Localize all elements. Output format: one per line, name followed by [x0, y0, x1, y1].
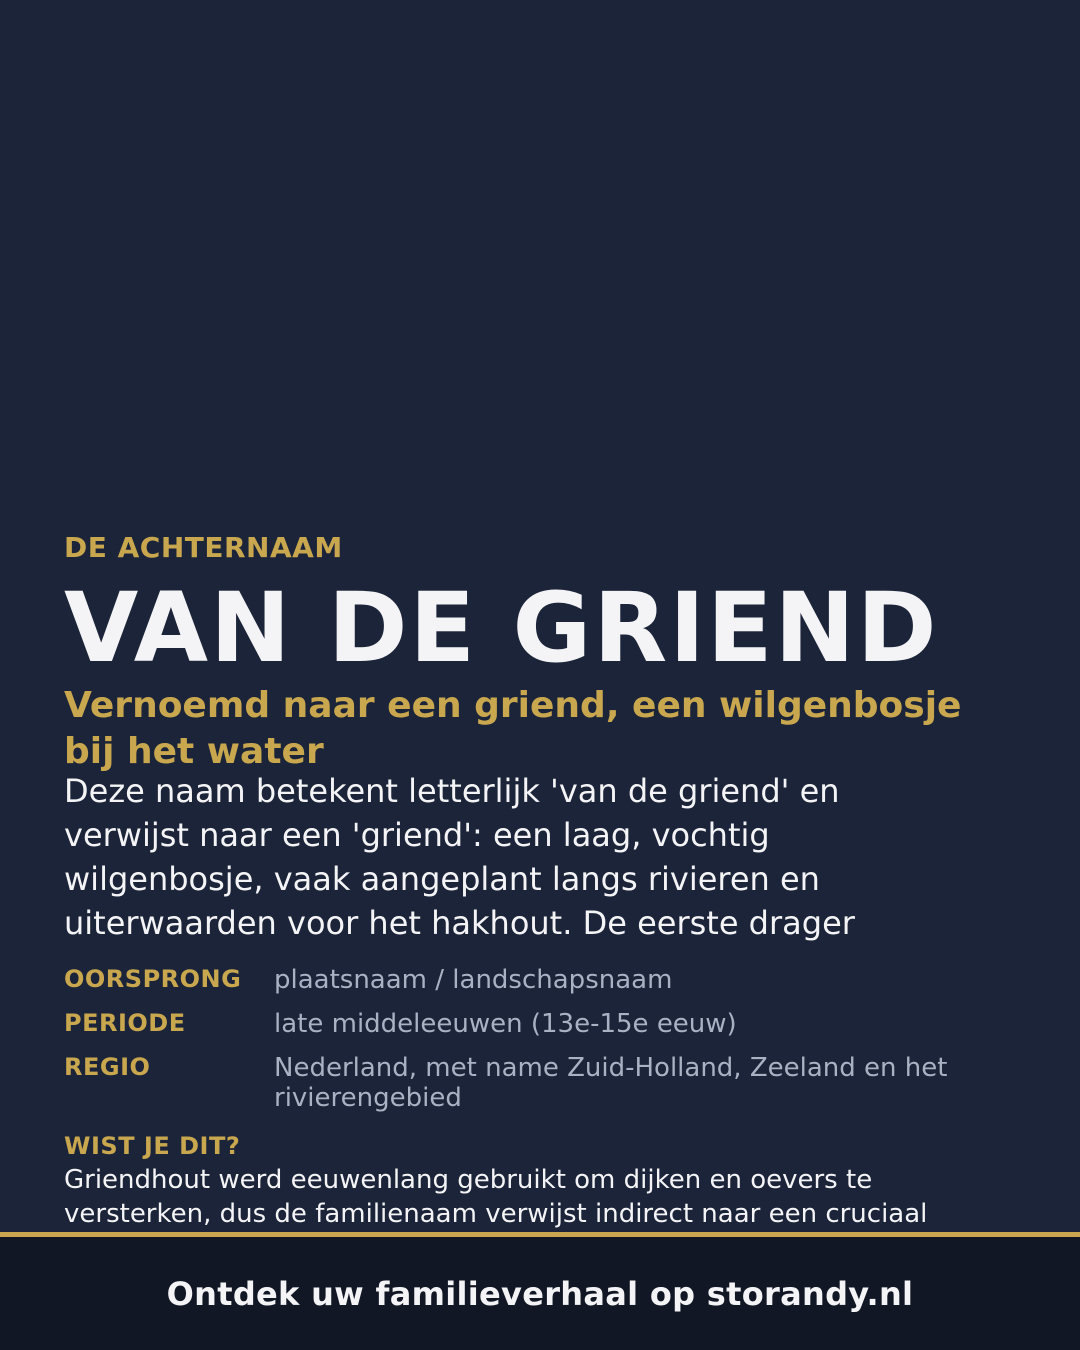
fact-value: late middeleeuwen (13e-15e eeuw): [274, 1009, 737, 1039]
did-you-know-label: WIST JE DIT?: [64, 1132, 241, 1160]
footer-banner: [0, 1232, 1080, 1350]
surname-subtitle: Vernoemd naar een griend, een wilgenbosje bij het water: [64, 685, 962, 772]
fact-row-period: [64, 1007, 1016, 1039]
eyebrow-label: DE ACHTERNAAM: [64, 531, 343, 564]
surname-title: VAN DE GRIEND: [64, 572, 939, 684]
fact-label: OORSPRONG: [64, 965, 242, 993]
intro-paragraph: Deze naam betekent letterlijk 'van de griend' en verwijst naar een 'griend': een laag, vochtig wilgenbosje, vaak aangeplant langs rivieren en uiterwaarden voor het hakhout. De eerste drager: [64, 772, 855, 942]
fact-label: REGIO: [64, 1053, 151, 1081]
fact-value: Nederland, met name Zuid-Holland, Zeeland en het rivierengebied: [274, 1053, 948, 1113]
did-you-know-text: Griendhout werd eeuwenlang gebruikt om dijken en oevers te versterken, dus de familienaam verwijst indirect naar een cruciaal: [64, 1165, 928, 1229]
surname-card: [64, 0, 1016, 1233]
facts-list: [64, 963, 1016, 1125]
fact-label: PERIODE: [64, 1009, 186, 1037]
fact-row-region: [64, 1051, 1016, 1113]
footer-cta-link[interactable]: Ontdek uw familieverhaal op storandy.nl: [166, 1274, 914, 1313]
fact-row-origin: [64, 963, 1016, 995]
fact-value: plaatsnaam / landschapsnaam: [274, 965, 673, 995]
